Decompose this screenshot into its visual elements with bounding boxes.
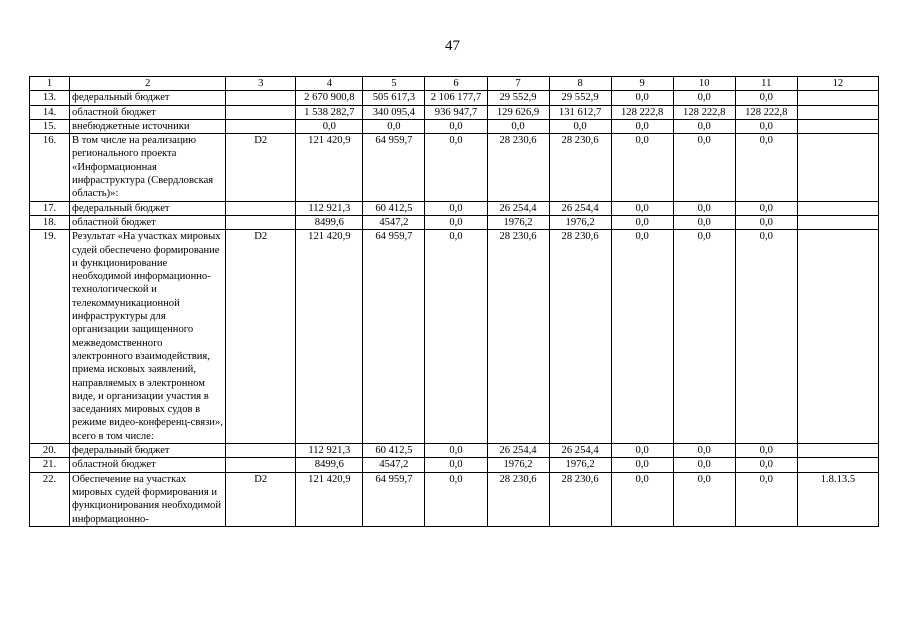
value-cell: 29 552,9 — [549, 91, 611, 105]
column-header: 12 — [797, 77, 878, 91]
value-cell: 128 222,8 — [735, 105, 797, 119]
row-number: 18. — [30, 215, 70, 229]
value-cell: 0,0 — [673, 458, 735, 472]
value-cell: 128 222,8 — [611, 105, 673, 119]
value-cell: 64 959,7 — [363, 230, 425, 444]
column-header: 6 — [425, 77, 487, 91]
column-header: 5 — [363, 77, 425, 91]
value-cell: 0,0 — [425, 230, 487, 444]
value-cell: 0,0 — [425, 472, 487, 526]
value-cell: 64 959,7 — [363, 472, 425, 526]
value-cell: 8499,6 — [296, 215, 363, 229]
value-cell: 1976,2 — [549, 215, 611, 229]
value-cell: 0,0 — [735, 472, 797, 526]
row-code — [226, 119, 296, 133]
value-cell: 0,0 — [673, 472, 735, 526]
row-code — [226, 105, 296, 119]
value-cell: 0,0 — [735, 230, 797, 444]
value-cell: 0,0 — [673, 201, 735, 215]
row-ref — [797, 230, 878, 444]
value-cell: 0,0 — [735, 215, 797, 229]
row-code: D2 — [226, 134, 296, 201]
value-cell: 2 106 177,7 — [425, 91, 487, 105]
row-ref — [797, 201, 878, 215]
column-header: 1 — [30, 77, 70, 91]
column-header: 10 — [673, 77, 735, 91]
value-cell: 0,0 — [296, 119, 363, 133]
value-cell: 26 254,4 — [487, 201, 549, 215]
value-cell: 0,0 — [425, 201, 487, 215]
value-cell: 1976,2 — [487, 458, 549, 472]
value-cell: 0,0 — [735, 444, 797, 458]
value-cell: 112 921,3 — [296, 444, 363, 458]
value-cell: 0,0 — [549, 119, 611, 133]
value-cell: 0,0 — [425, 119, 487, 133]
table-row — [30, 458, 879, 472]
table-body — [30, 91, 879, 527]
row-code — [226, 458, 296, 472]
value-cell: 936 947,7 — [425, 105, 487, 119]
value-cell: 0,0 — [425, 444, 487, 458]
row-number: 22. — [30, 472, 70, 526]
row-number: 19. — [30, 230, 70, 444]
row-number: 16. — [30, 134, 70, 201]
row-name: областной бюджет — [70, 458, 226, 472]
value-cell: 0,0 — [611, 134, 673, 201]
value-cell: 26 254,4 — [487, 444, 549, 458]
row-name: Результат «На участках мировых судей обеспечено формирование и функционирование необходимой информационно-технологической и телекоммуникационной инфраструктуры для организации защищенного межведомственного электронного взаимодействия, приема исковых заявлений, направляемых в электронном виде, и организации участия в заседаниях мировых судов в режиме видео-конференц-связи», всего в том числе: — [70, 230, 226, 444]
row-name: внебюджетные источники — [70, 119, 226, 133]
row-ref — [797, 91, 878, 105]
value-cell: 1976,2 — [487, 215, 549, 229]
column-header: 11 — [735, 77, 797, 91]
value-cell: 2 670 900,8 — [296, 91, 363, 105]
row-name: В том числе на реализацию регионального проекта «Информационная инфраструктура (Свердловская область)»: — [70, 134, 226, 201]
value-cell: 60 412,5 — [363, 444, 425, 458]
value-cell: 0,0 — [735, 91, 797, 105]
table-row — [30, 230, 879, 444]
value-cell: 0,0 — [673, 444, 735, 458]
value-cell: 0,0 — [735, 119, 797, 133]
value-cell: 0,0 — [611, 215, 673, 229]
value-cell: 0,0 — [673, 134, 735, 201]
column-header: 9 — [611, 77, 673, 91]
column-header: 8 — [549, 77, 611, 91]
value-cell: 28 230,6 — [549, 472, 611, 526]
row-name: Обеспечение на участках мировых судей формирования и функционирования необходимой информационно- — [70, 472, 226, 526]
value-cell: 505 617,3 — [363, 91, 425, 105]
value-cell: 28 230,6 — [549, 230, 611, 444]
value-cell: 28 230,6 — [487, 472, 549, 526]
column-header: 3 — [226, 77, 296, 91]
row-ref — [797, 458, 878, 472]
value-cell: 26 254,4 — [549, 444, 611, 458]
row-number: 17. — [30, 201, 70, 215]
value-cell: 0,0 — [673, 119, 735, 133]
value-cell: 121 420,9 — [296, 472, 363, 526]
row-name: областной бюджет — [70, 105, 226, 119]
value-cell: 0,0 — [611, 91, 673, 105]
value-cell: 112 921,3 — [296, 201, 363, 215]
value-cell: 1976,2 — [549, 458, 611, 472]
value-cell: 0,0 — [363, 119, 425, 133]
value-cell: 0,0 — [425, 215, 487, 229]
row-ref — [797, 215, 878, 229]
table-row — [30, 472, 879, 526]
value-cell: 60 412,5 — [363, 201, 425, 215]
row-name: областной бюджет — [70, 215, 226, 229]
value-cell: 0,0 — [611, 444, 673, 458]
value-cell: 4547,2 — [363, 458, 425, 472]
value-cell: 121 420,9 — [296, 230, 363, 444]
value-cell: 0,0 — [735, 201, 797, 215]
value-cell: 0,0 — [673, 230, 735, 444]
value-cell: 0,0 — [735, 458, 797, 472]
value-cell: 1 538 282,7 — [296, 105, 363, 119]
value-cell: 0,0 — [673, 91, 735, 105]
value-cell: 129 626,9 — [487, 105, 549, 119]
row-ref — [797, 444, 878, 458]
row-code — [226, 215, 296, 229]
row-number: 13. — [30, 91, 70, 105]
value-cell: 0,0 — [673, 215, 735, 229]
row-name: федеральный бюджет — [70, 201, 226, 215]
row-name: федеральный бюджет — [70, 444, 226, 458]
row-number: 20. — [30, 444, 70, 458]
table-row — [30, 105, 879, 119]
row-code — [226, 201, 296, 215]
column-header: 7 — [487, 77, 549, 91]
table-row — [30, 119, 879, 133]
value-cell: 128 222,8 — [673, 105, 735, 119]
row-code — [226, 91, 296, 105]
value-cell: 0,0 — [611, 230, 673, 444]
row-ref — [797, 119, 878, 133]
row-number: 15. — [30, 119, 70, 133]
table-header-row — [30, 77, 879, 91]
value-cell: 0,0 — [487, 119, 549, 133]
value-cell: 28 230,6 — [487, 134, 549, 201]
value-cell: 28 230,6 — [487, 230, 549, 444]
table-row — [30, 91, 879, 105]
value-cell: 0,0 — [735, 134, 797, 201]
column-header: 2 — [70, 77, 226, 91]
row-ref — [797, 134, 878, 201]
value-cell: 26 254,4 — [549, 201, 611, 215]
table-row — [30, 134, 879, 201]
row-code — [226, 444, 296, 458]
value-cell: 121 420,9 — [296, 134, 363, 201]
value-cell: 0,0 — [425, 458, 487, 472]
row-number: 21. — [30, 458, 70, 472]
value-cell: 131 612,7 — [549, 105, 611, 119]
table-row — [30, 444, 879, 458]
budget-table — [29, 76, 879, 527]
row-code: D2 — [226, 472, 296, 526]
row-ref — [797, 105, 878, 119]
value-cell: 0,0 — [611, 119, 673, 133]
value-cell: 28 230,6 — [549, 134, 611, 201]
row-ref: 1.8.13.5 — [797, 472, 878, 526]
table-row — [30, 215, 879, 229]
value-cell: 340 095,4 — [363, 105, 425, 119]
value-cell: 29 552,9 — [487, 91, 549, 105]
page-number: 47 — [445, 38, 460, 54]
table-row — [30, 201, 879, 215]
value-cell: 0,0 — [611, 458, 673, 472]
value-cell: 0,0 — [611, 201, 673, 215]
column-header: 4 — [296, 77, 363, 91]
row-number: 14. — [30, 105, 70, 119]
row-name: федеральный бюджет — [70, 91, 226, 105]
value-cell: 0,0 — [425, 134, 487, 201]
value-cell: 0,0 — [611, 472, 673, 526]
value-cell: 64 959,7 — [363, 134, 425, 201]
value-cell: 4547,2 — [363, 215, 425, 229]
value-cell: 8499,6 — [296, 458, 363, 472]
row-code: D2 — [226, 230, 296, 444]
